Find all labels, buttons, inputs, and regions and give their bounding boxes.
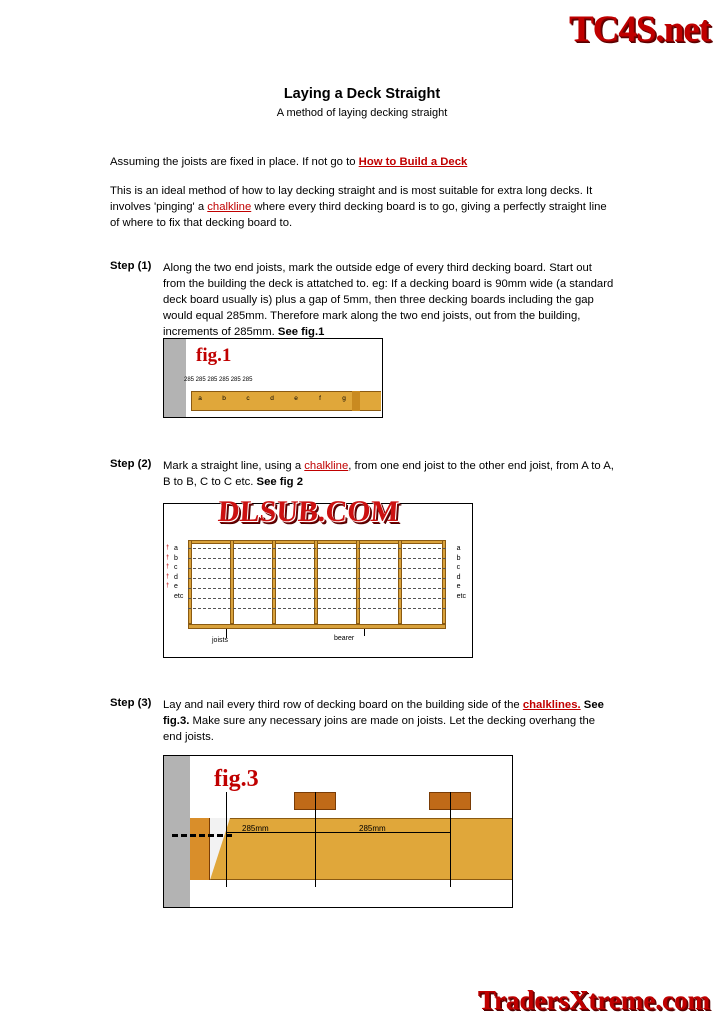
step-2-text-b: , from one end joist to the other end joist, from A to A, B to B, C to C etc. xyxy=(163,460,614,489)
fig2-leader-line-bearer xyxy=(364,629,365,636)
step-2-seefig: See fig 2 xyxy=(256,476,304,489)
step-1-text: Along the two end joists, mark the outside edge of every third decking board. Start out from the building the deck is attatched to. eg: If a decking board is 90mm wide (a standard deck board usually is) plus a gap of 5mm, then three decking boards including the gap would equal 285mm. Therefore mark along the two end joists, out from the building, increments of 285mm. xyxy=(163,262,614,339)
fig3-reference-line xyxy=(315,792,316,887)
intro-2-text-b: where every third decking board is to go, giving a perfectly straight line of where to fix that decking board to. xyxy=(110,201,607,230)
step-3-seefig: See fig.3. xyxy=(163,699,604,728)
fig2-joist xyxy=(442,540,446,624)
intro-paragraph-2 xyxy=(110,183,615,231)
fig2-letter-left: b xyxy=(174,554,178,562)
fig2-chalkline xyxy=(188,608,446,609)
fig2-joist xyxy=(188,540,192,624)
fig2-chalkline xyxy=(188,578,446,579)
fig3-dimension-label-1: 285mm xyxy=(242,824,269,833)
fig3-deck-surface xyxy=(190,818,512,880)
step-3-body xyxy=(163,697,615,745)
fig2-joist xyxy=(314,540,318,624)
figure-3 xyxy=(163,755,513,908)
fig1-wall xyxy=(164,339,186,417)
fig2-letter-left: a xyxy=(174,545,178,552)
fig2-letters-right xyxy=(457,544,466,601)
step-3-text-a: Lay and nail every third row of decking board on the building side of the xyxy=(163,699,523,711)
fig1-letter: b xyxy=(222,395,226,402)
fig2-tick-marks: † † † † † xyxy=(166,545,170,589)
intro-paragraph-1 xyxy=(110,154,615,170)
step-1-seefig: See fig.1 xyxy=(277,326,325,339)
fig2-joist xyxy=(356,540,360,624)
fig1-letter: g xyxy=(342,395,346,402)
fig3-caption: fig.3 xyxy=(214,766,259,792)
fig2-letter-right: a xyxy=(456,545,461,552)
fig1-letter: e xyxy=(294,395,298,402)
watermark-text: DLSUB.COM xyxy=(216,495,401,528)
fig3-dimension-tick xyxy=(450,826,451,838)
fig2-letter-left: e xyxy=(174,583,178,590)
fig2-letter-right: b xyxy=(456,554,461,562)
fig3-hatch-wedge xyxy=(210,818,230,880)
fig2-letter-left: c xyxy=(174,564,178,571)
page-title: Laying a Deck Straight xyxy=(283,86,441,102)
chalkline-link-step2[interactable]: chalkline xyxy=(304,460,349,472)
step-2-body xyxy=(163,458,615,490)
fig2-chalkline xyxy=(188,548,446,549)
intro-1-text: Assuming the joists are fixed in place. If not go to xyxy=(110,156,359,168)
site-logo-top: TC4S.net xyxy=(568,9,710,50)
fig1-letter: d xyxy=(270,395,274,402)
step-1-label: Step (1) xyxy=(110,260,152,272)
how-to-build-a-deck-link[interactable]: How to Build a Deck xyxy=(358,156,468,168)
site-logo-bottom: TradersXtreme.com xyxy=(477,985,710,1015)
fig1-letter-row xyxy=(188,395,378,402)
fig2-chalkline xyxy=(188,558,446,559)
fig2-chalkline xyxy=(188,598,446,599)
fig2-joist xyxy=(230,540,234,624)
fig2-caption-bearer: bearer xyxy=(334,635,355,642)
fig3-reference-line xyxy=(226,792,227,887)
fig3-wall xyxy=(164,756,190,907)
fig1-letter: a xyxy=(198,395,202,402)
fig2-joist xyxy=(272,540,276,624)
intro-2-text-a: This is an ideal method of how to lay decking straight and is most suitable for extra long decks. It involves 'pinging' a xyxy=(110,185,593,214)
fig1-dimension-row xyxy=(184,377,380,387)
chalkline-link-intro[interactable]: chalkline xyxy=(207,201,252,214)
step-1-body xyxy=(163,260,615,340)
step-3-label: Step (3) xyxy=(110,697,152,709)
fig3-reference-line xyxy=(450,792,451,887)
fig2-chalkline xyxy=(188,568,446,569)
figure-1 xyxy=(163,338,383,418)
fig1-dimension-values: 285 285 285 285 285 285 xyxy=(184,377,253,383)
step-2-text-a: Mark a straight line, using a xyxy=(163,460,305,472)
fig2-letter-right: e xyxy=(456,583,461,590)
page-subtitle: A method of laying decking straight xyxy=(276,107,448,119)
fig2-caption-joists: joists xyxy=(212,637,228,644)
fig1-letter: f xyxy=(319,395,321,402)
fig2-letter-left: etc xyxy=(174,592,184,600)
fig3-dimension-label-2: 285mm xyxy=(359,824,386,833)
fig3-dashed-line xyxy=(172,834,232,837)
fig2-letters-left xyxy=(174,544,183,601)
fig2-letter-right: d xyxy=(456,573,461,581)
fig3-first-joist xyxy=(190,818,210,880)
fig2-joist xyxy=(398,540,402,624)
fig3-dimension-line-1 xyxy=(226,832,315,833)
step-3-text-c: Make sure any necessary joins are made on joists. Let the decking overhang the end joists. xyxy=(163,715,596,744)
step-2-label: Step (2) xyxy=(110,458,152,470)
fig1-letter: c xyxy=(246,395,250,402)
fig1-caption: fig.1 xyxy=(196,345,232,366)
fig3-dimension-tick xyxy=(226,826,227,838)
fig2-chalkline xyxy=(188,588,446,589)
fig2-letter-left: d xyxy=(174,573,178,581)
fig3-dimension-tick xyxy=(315,826,316,838)
fig2-letter-right: etc xyxy=(456,592,466,600)
chalklines-link-step3[interactable]: chalklines. xyxy=(522,699,581,711)
fig2-letter-right: c xyxy=(456,564,461,571)
